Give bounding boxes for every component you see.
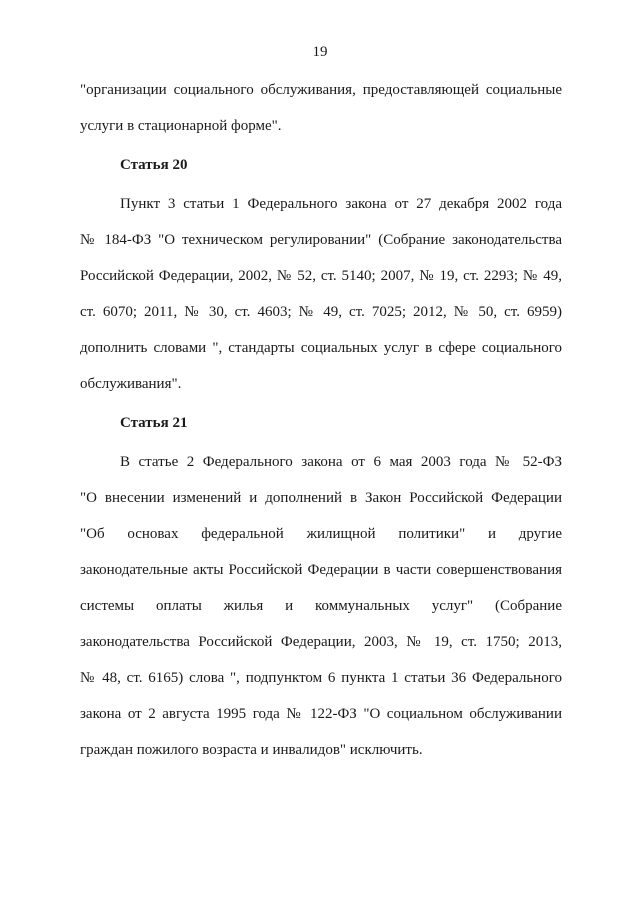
article-20-line: Российской Федерации, 2002, № 52, ст. 5140; 2007, № 19, ст. 2293; № 49, (80, 268, 562, 284)
article-20-heading: Статья 20 (120, 157, 188, 173)
article-20-line: ст. 6070; 2011, № 30, ст. 4603; № 49, ст. 7025; 2012, № 50, ст. 6959) (80, 304, 562, 320)
article-20-line: обслуживания". (80, 376, 182, 392)
article-21-line: "Об основах федеральной жилищной политики" и другие (80, 526, 562, 542)
intro-line: услуги в стационарной форме". (80, 118, 282, 134)
page-number: 19 (312, 44, 328, 60)
article-21-line: граждан пожилого возраста и инвалидов" исключить. (80, 742, 423, 758)
article-20-line: дополнить словами ", стандарты социальных услуг в сфере социального (80, 340, 562, 356)
article-21-line: законодательные акты Российской Федерации в части совершенствования (80, 562, 562, 578)
document-body (80, 72, 562, 768)
article-20-line: Пункт 3 статьи 1 Федерального закона от 27 декабря 2002 года (120, 196, 562, 212)
article-21-line: закона от 2 августа 1995 года № 122-ФЗ "О социальном обслуживании (80, 706, 562, 722)
article-21-line: законодательства Российской Федерации, 2003, № 19, ст. 1750; 2013, (80, 634, 562, 650)
article-20-line: № 184-ФЗ "О техническом регулировании" (Собрание законодательства (80, 232, 562, 248)
article-21-line: системы оплаты жилья и коммунальных услуг" (Собрание (80, 598, 562, 614)
article-21-line: № 48, ст. 6165) слова ", подпунктом 6 пункта 1 статьи 36 Федерального (80, 670, 562, 686)
intro-line: "организации социального обслуживания, предоставляющей социальные (80, 82, 562, 98)
article-21-line: "О внесении изменений и дополнений в Закон Российской Федерации (80, 490, 562, 506)
article-21-line: В статье 2 Федерального закона от 6 мая 2003 года № 52-ФЗ (120, 454, 562, 470)
article-21-heading: Статья 21 (120, 415, 188, 431)
